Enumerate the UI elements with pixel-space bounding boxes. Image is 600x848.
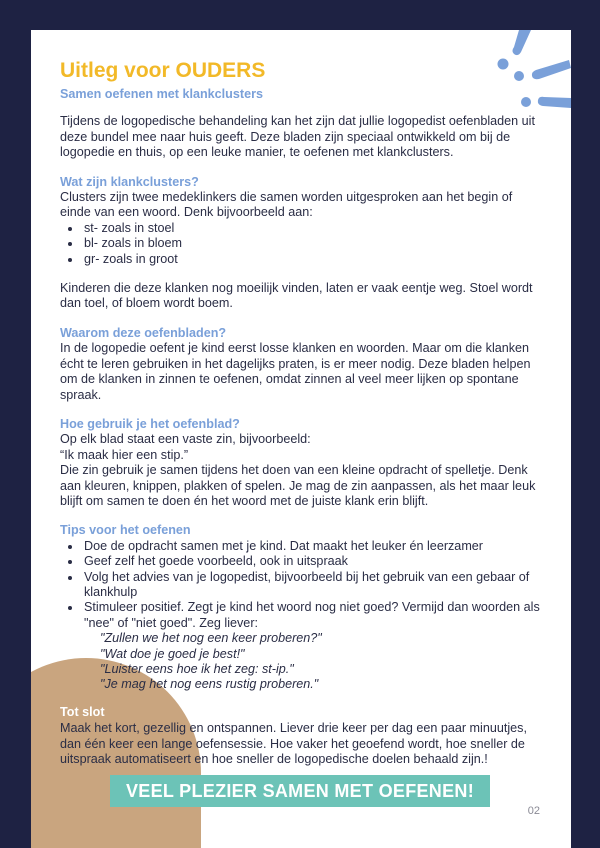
section-heading-klankclusters: Wat zijn klankclusters? bbox=[60, 174, 199, 189]
example-quotes bbox=[60, 631, 546, 693]
list-item: • gr- zoals in groot bbox=[82, 252, 546, 267]
closing-heading: Tot slot bbox=[60, 704, 105, 719]
page-subtitle: Samen oefenen met klankclusters bbox=[60, 87, 263, 101]
closing-text: Maak het kort, gezellig en ontspannen. Liever drie keer per dag een paar minuutjes, dan één keer een lange oefensessie. Hoe vaker het geoefend wordt, hoe sneller de uitspraak automatiseert en hoe sneller de logopedische doelen behaald zijn.! bbox=[60, 721, 527, 767]
list-item: • Stimuleer positief. Zegt je kind het woord nog niet goed? Vermijd dan woorden als "nee" of "niet goed". Zeg liever: bbox=[82, 600, 546, 631]
section-heading-gebruik: Hoe gebruik je het oefenblad? bbox=[60, 416, 240, 431]
quote: "Je mag het nog eens rustig proberen." bbox=[100, 677, 319, 692]
section-text: Clusters zijn twee medeklinkers die samen worden uitgesproken aan het begin of einde van een woord. Denk bijvoorbeeld aan: bbox=[60, 190, 513, 220]
page-number: 02 bbox=[527, 805, 540, 817]
content bbox=[60, 58, 546, 767]
quote: "Zullen we het nog een keer proberen?" bbox=[100, 631, 322, 646]
list-item: • Volg het advies van je logopedist, bijvoorbeeld bij het gebruik van een gebaar of klankhulp bbox=[82, 570, 546, 601]
section-text: Die zin gebruik je samen tijdens het doen van een kleine opdracht of spelletje. Denk aan kleuren, knippen, plakken of spelen. Je mag de zin aanpassen, als het maar leuk blijft om samen te doen én het woord met de juiste klank erin blijft. bbox=[60, 463, 536, 508]
example-sentence: “Ik maak hier een stip.” bbox=[60, 447, 189, 462]
section-heading-waarom: Waarom deze oefenbladen? bbox=[60, 325, 227, 340]
cluster-list bbox=[60, 221, 546, 267]
tips-list bbox=[60, 539, 546, 631]
section-text: Kinderen die deze klanken nog moeilijk vinden, laten er vaak eentje weg. Stoel wordt dan toel, of bloem wordt boem. bbox=[60, 281, 533, 311]
list-item: • st- zoals in stoel bbox=[82, 221, 546, 236]
list-item: • bl- zoals in bloem bbox=[82, 236, 546, 251]
list-item: • Doe de opdracht samen met je kind. Dat maakt het leuker én leerzamer bbox=[82, 539, 546, 554]
page-title: Uitleg voor OUDERS bbox=[60, 59, 266, 82]
section-heading-tips: Tips voor het oefenen bbox=[60, 523, 191, 538]
quote: "Wat doe je goed je best!" bbox=[100, 646, 245, 661]
list-item: • Geef zelf het goede voorbeeld, ook in uitspraak bbox=[82, 554, 546, 569]
intro-paragraph: Tijdens de logopedische behandeling kan het zijn dat jullie logopedist oefenbladen uit deze bundel mee naar huis geeft. Deze bladen zijn speciaal ontwikkeld om bij de logopedie en thuis, op een leuke manier, te oefenen met klankclusters. bbox=[60, 114, 535, 160]
section-text: Op elk blad staat een vaste zin, bijvoorbeeld: bbox=[60, 432, 311, 447]
document-page bbox=[31, 30, 571, 848]
quote: "Luister eens hoe ik het zeg: st-ip." bbox=[100, 662, 294, 676]
section-text: In de logopedie oefent je kind eerst losse klanken en woorden. Maar om die klanken écht te leren gebruiken in het dagelijks praten, is er meer nodig. Deze bladen helpen om de klanken in zinnen te oefenen, omdat zinnen al veel meer lijken op spontane spraak. bbox=[60, 341, 531, 402]
closing-banner: VEEL PLEZIER SAMEN MET OEFENEN! bbox=[110, 775, 490, 807]
